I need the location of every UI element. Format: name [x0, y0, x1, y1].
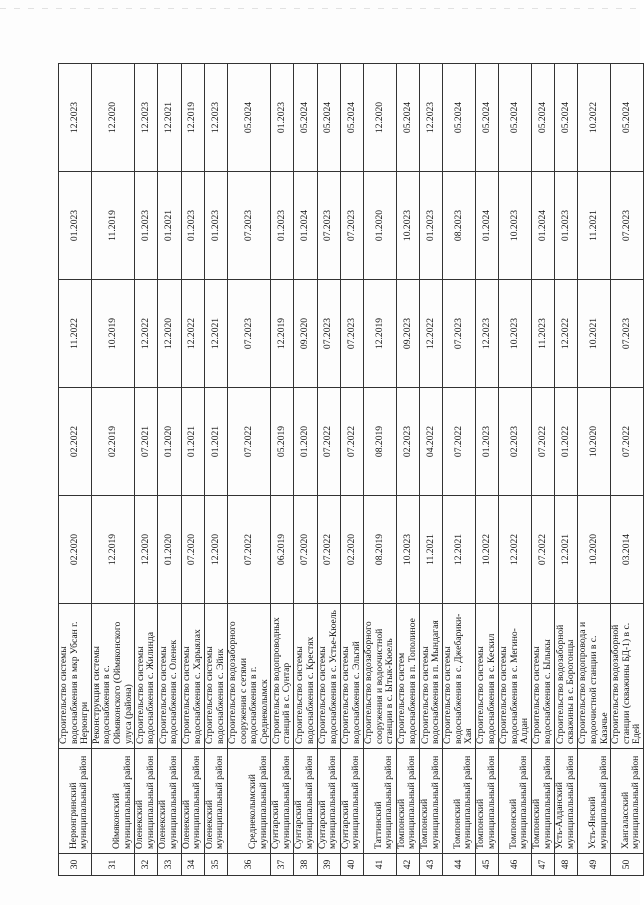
- table-row: [443, 64, 476, 876]
- object-cell: Строительство системы водоснабжения в с. Мегино-Алдан: [499, 604, 532, 749]
- date-cell-2: 10.2020: [578, 388, 611, 496]
- table-row: [204, 64, 227, 876]
- table-row: [578, 64, 611, 876]
- district-cell: Усть-Алданский муниципальный район: [555, 749, 578, 854]
- district-cell: Нерюнгринский муниципальный район: [59, 749, 92, 854]
- row-number: 30: [59, 854, 92, 876]
- date-cell-4: 07.2023: [611, 172, 644, 280]
- date-cell-2: 05.2019: [271, 388, 294, 496]
- date-cell-3: 07.2023: [317, 280, 340, 388]
- row-number: 37: [271, 854, 294, 876]
- district-cell: Сунтарский муниципальный район: [317, 749, 340, 854]
- date-cell-3: 07.2023: [227, 280, 270, 388]
- date-cell-1: 12.2019: [91, 496, 134, 604]
- object-cell: Строительство водозаборного сооружения и водоочистной станции в с. Ытык-Кюель: [364, 604, 397, 749]
- district-cell: Томпонский муниципальный район: [420, 749, 443, 854]
- table-row: [181, 64, 204, 876]
- date-cell-2: 07.2022: [227, 388, 270, 496]
- row-number: 31: [91, 854, 134, 876]
- date-cell-3: 09.2020: [294, 280, 317, 388]
- date-cell-5: 12.2023: [59, 64, 92, 172]
- date-cell-3: 12.2021: [204, 280, 227, 388]
- object-cell: Строительство системы водоснабжения в с. Кескил: [475, 604, 498, 749]
- date-cell-4: 10.2023: [499, 172, 532, 280]
- table-row: [364, 64, 397, 876]
- row-number: 46: [499, 854, 532, 876]
- date-cell-2: 01.2020: [158, 388, 181, 496]
- date-cell-4: 01.2023: [204, 172, 227, 280]
- district-cell: Оленекский муниципальный район: [158, 749, 181, 854]
- date-cell-3: 11.2022: [59, 280, 92, 388]
- district-cell: Сунтарский муниципальный район: [271, 749, 294, 854]
- object-cell: Строительство водозаборного сооружения с сетями водоснабжения в г. Среднеколымск: [227, 604, 270, 749]
- date-cell-3: 12.2020: [158, 280, 181, 388]
- date-cell-3: 12.2019: [271, 280, 294, 388]
- date-cell-4: 08.2023: [443, 172, 476, 280]
- date-cell-1: 07.2022: [531, 496, 554, 604]
- table-row: [158, 64, 181, 876]
- table-row: [227, 64, 270, 876]
- row-number: 36: [227, 854, 270, 876]
- date-cell-4: 01.2024: [294, 172, 317, 280]
- date-cell-5: 10.2022: [578, 64, 611, 172]
- table-row: [531, 64, 554, 876]
- date-cell-4: 01.2024: [475, 172, 498, 280]
- object-cell: Строительство системы водоснабжения с. Жилинда: [135, 604, 158, 749]
- date-cell-4: 01.2023: [59, 172, 92, 280]
- row-number: 45: [475, 854, 498, 876]
- date-cell-1: 07.2020: [181, 496, 204, 604]
- date-cell-5: 05.2024: [475, 64, 498, 172]
- date-cell-4: 01.2023: [135, 172, 158, 280]
- row-number: 50: [611, 854, 644, 876]
- date-cell-5: 12.2021: [158, 64, 181, 172]
- row-number: 39: [317, 854, 340, 876]
- district-cell: Томпонский муниципальный район: [443, 749, 476, 854]
- object-cell: Строительство системы водоснабжения с. Харыялах: [181, 604, 204, 749]
- water-supply-schedule-table: [58, 63, 644, 876]
- date-cell-1: 08.2019: [364, 496, 397, 604]
- district-cell: Томпонский муниципальный район: [475, 749, 498, 854]
- date-cell-5: 12.2023: [204, 64, 227, 172]
- date-cell-3: 07.2023: [443, 280, 476, 388]
- row-number: 44: [443, 854, 476, 876]
- table-row: [475, 64, 498, 876]
- date-cell-2: 01.2021: [181, 388, 204, 496]
- object-cell: Строительство водопровода и водоочистной станции в с. Казачье: [578, 604, 611, 749]
- rotated-table-container: [58, 64, 643, 876]
- row-number: 41: [364, 854, 397, 876]
- table-body: [59, 64, 644, 876]
- row-number: 33: [158, 854, 181, 876]
- date-cell-4: 01.2020: [364, 172, 397, 280]
- table-row: [555, 64, 578, 876]
- date-cell-3: 12.2023: [475, 280, 498, 388]
- date-cell-5: 05.2024: [294, 64, 317, 172]
- row-number: 32: [135, 854, 158, 876]
- date-cell-4: 01.2023: [271, 172, 294, 280]
- row-number: 34: [181, 854, 204, 876]
- table-row: [59, 64, 92, 876]
- date-cell-1: 12.2020: [135, 496, 158, 604]
- object-cell: Строительство водопроводных станций в с. Сунтар: [271, 604, 294, 749]
- date-cell-3: 12.2022: [181, 280, 204, 388]
- date-cell-3: 10.2019: [91, 280, 134, 388]
- object-cell: Строительство системы водоснабжения с. Эльгяй: [340, 604, 363, 749]
- row-number: 42: [396, 854, 419, 876]
- object-cell: Строительство систем водоснабжения в п. Тополиное: [396, 604, 419, 749]
- date-cell-5: 05.2024: [555, 64, 578, 172]
- row-number: 48: [555, 854, 578, 876]
- scan-artifact-line: [0, 8, 640, 9]
- date-cell-2: 02.2023: [396, 388, 419, 496]
- date-cell-5: 05.2024: [611, 64, 644, 172]
- district-cell: Оленекский муниципальный район: [181, 749, 204, 854]
- row-number: 43: [420, 854, 443, 876]
- date-cell-4: 01.2023: [555, 172, 578, 280]
- row-number: 35: [204, 854, 227, 876]
- date-cell-2: 07.2021: [135, 388, 158, 496]
- row-number: 40: [340, 854, 363, 876]
- date-cell-3: 09.2023: [396, 280, 419, 388]
- table-row: [611, 64, 644, 876]
- object-cell: Строительство водозаборной скважины в с. Борогонцы: [555, 604, 578, 749]
- date-cell-5: 05.2024: [340, 64, 363, 172]
- date-cell-3: 12.2022: [555, 280, 578, 388]
- district-cell: Оленекский муниципальный район: [135, 749, 158, 854]
- date-cell-2: 01.2021: [204, 388, 227, 496]
- row-number: 47: [531, 854, 554, 876]
- object-cell: Строительство системы водоснабжения с. Крестях: [294, 604, 317, 749]
- date-cell-5: 05.2024: [396, 64, 419, 172]
- date-cell-2: 07.2022: [443, 388, 476, 496]
- date-cell-5: 12.2023: [420, 64, 443, 172]
- object-cell: Реконструкция системы водоснабжения в с. Оймяконского (Оймяконского улуса (района): [91, 604, 134, 749]
- row-number: 38: [294, 854, 317, 876]
- district-cell: Томпонский муниципальный район: [396, 749, 419, 854]
- date-cell-1: 12.2021: [555, 496, 578, 604]
- date-cell-1: 10.2020: [578, 496, 611, 604]
- date-cell-1: 02.2020: [59, 496, 92, 604]
- object-cell: Строительство водозаборной станции (скважины БД-1) в с. Едей: [611, 604, 644, 749]
- date-cell-2: 04.2022: [420, 388, 443, 496]
- table-row: [396, 64, 419, 876]
- table-row: [317, 64, 340, 876]
- date-cell-1: 12.2021: [443, 496, 476, 604]
- date-cell-4: 07.2023: [227, 172, 270, 280]
- date-cell-1: 12.2022: [499, 496, 532, 604]
- date-cell-2: 01.2023: [475, 388, 498, 496]
- object-cell: Строительство системы водоснабжения в мкр Убсан г. Нерюнгри: [59, 604, 92, 749]
- district-cell: Сунтарский муниципальный район: [294, 749, 317, 854]
- district-cell: Оймяконский муниципальный район: [91, 749, 134, 854]
- date-cell-4: 11.2021: [578, 172, 611, 280]
- date-cell-1: 10.2023: [396, 496, 419, 604]
- object-cell: Строительство системы водоснабжения в с. Устье-Кюель: [317, 604, 340, 749]
- table-row: [499, 64, 532, 876]
- table-row: [271, 64, 294, 876]
- date-cell-3: 10.2021: [578, 280, 611, 388]
- date-cell-3: 12.2022: [135, 280, 158, 388]
- date-cell-2: 08.2019: [364, 388, 397, 496]
- date-cell-4: 11.2019: [91, 172, 134, 280]
- date-cell-5: 05.2024: [499, 64, 532, 172]
- date-cell-4: 01.2024: [531, 172, 554, 280]
- date-cell-1: 12.2020: [204, 496, 227, 604]
- date-cell-4: 07.2023: [317, 172, 340, 280]
- table-row: [294, 64, 317, 876]
- object-cell: Строительство системы водоснабжения с. Оленек: [158, 604, 181, 749]
- date-cell-2: 02.2023: [499, 388, 532, 496]
- date-cell-2: 02.2022: [59, 388, 92, 496]
- district-cell: Усть-Янский муниципальный район: [578, 749, 611, 854]
- district-cell: Таттинский муниципальный район: [364, 749, 397, 854]
- date-cell-5: 12.2019: [181, 64, 204, 172]
- date-cell-1: 07.2022: [227, 496, 270, 604]
- date-cell-3: 11.2023: [531, 280, 554, 388]
- date-cell-1: 06.2019: [271, 496, 294, 604]
- date-cell-2: 07.2022: [340, 388, 363, 496]
- date-cell-4: 01.2021: [158, 172, 181, 280]
- date-cell-4: 01.2023: [181, 172, 204, 280]
- date-cell-1: 01.2020: [158, 496, 181, 604]
- date-cell-3: 12.2022: [420, 280, 443, 388]
- date-cell-4: 10.2023: [396, 172, 419, 280]
- object-cell: Строительство системы водоснабжения в п. Мындагая: [420, 604, 443, 749]
- date-cell-5: 01.2023: [271, 64, 294, 172]
- date-cell-4: 01.2023: [420, 172, 443, 280]
- table-row: [91, 64, 134, 876]
- date-cell-1: 07.2020: [294, 496, 317, 604]
- object-cell: Строительство системы водоснабжения в с. Джебарики-Хая: [443, 604, 476, 749]
- district-cell: Оленекский муниципальный район: [204, 749, 227, 854]
- date-cell-1: 10.2022: [475, 496, 498, 604]
- date-cell-2: 07.2022: [531, 388, 554, 496]
- date-cell-5: 12.2020: [364, 64, 397, 172]
- object-cell: Строительство системы водоснабжения с. Эйик: [204, 604, 227, 749]
- date-cell-2: 07.2022: [611, 388, 644, 496]
- date-cell-1: 02.2020: [340, 496, 363, 604]
- date-cell-5: 05.2024: [317, 64, 340, 172]
- district-cell: Хангаласский муниципальный район: [611, 749, 644, 854]
- table-row: [135, 64, 158, 876]
- table-row: [340, 64, 363, 876]
- date-cell-2: 07.2022: [317, 388, 340, 496]
- date-cell-1: 03.2014: [611, 496, 644, 604]
- district-cell: Томпонский муниципальный район: [499, 749, 532, 854]
- date-cell-5: 05.2024: [227, 64, 270, 172]
- table-row: [420, 64, 443, 876]
- date-cell-5: 05.2024: [443, 64, 476, 172]
- date-cell-3: 07.2023: [340, 280, 363, 388]
- date-cell-2: 02.2019: [91, 388, 134, 496]
- object-cell: Строительство системы водоснабжения с. Ылыкы: [531, 604, 554, 749]
- date-cell-3: 12.2019: [364, 280, 397, 388]
- date-cell-2: 01.2022: [555, 388, 578, 496]
- date-cell-3: 10.2023: [499, 280, 532, 388]
- date-cell-1: 11.2021: [420, 496, 443, 604]
- date-cell-5: 12.2020: [91, 64, 134, 172]
- date-cell-5: 12.2023: [135, 64, 158, 172]
- district-cell: Томпонский муниципальный район: [531, 749, 554, 854]
- date-cell-1: 07.2022: [317, 496, 340, 604]
- date-cell-3: 07.2023: [611, 280, 644, 388]
- district-cell: Среднеколымский муниципальный район: [227, 749, 270, 854]
- district-cell: Сунтарский муниципальный район: [340, 749, 363, 854]
- row-number: 49: [578, 854, 611, 876]
- date-cell-5: 05.2024: [531, 64, 554, 172]
- date-cell-4: 07.2023: [340, 172, 363, 280]
- date-cell-2: 01.2020: [294, 388, 317, 496]
